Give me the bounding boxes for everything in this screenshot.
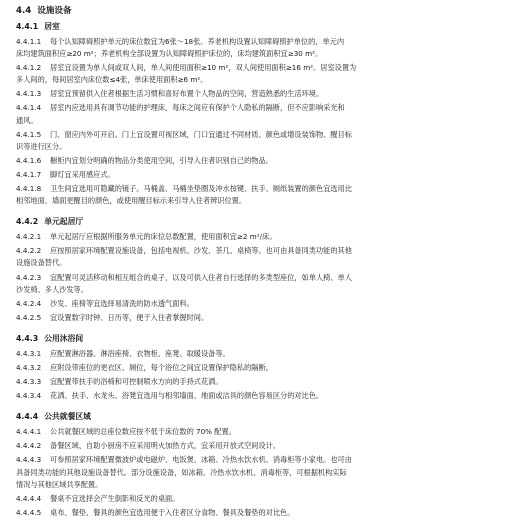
clause-line (16, 195, 493, 207)
clause-number: 4.4.1.3 (16, 89, 42, 99)
clause-text: 识等进行区分。 (16, 141, 67, 151)
clause-paragraph (16, 312, 493, 324)
clause-line (16, 48, 493, 60)
clause-paragraph (16, 245, 493, 269)
clause-number: 4.4.4.3 (16, 455, 42, 465)
subsection-number: 4.4.4 (16, 412, 39, 422)
clause-paragraph (16, 454, 493, 490)
subsection-living-room (16, 216, 493, 324)
clause-line (16, 454, 493, 466)
clause-paragraph (16, 390, 493, 402)
clause-line (16, 440, 493, 452)
clause-line (16, 183, 493, 195)
clause-number: 4.4.1.1 (16, 37, 42, 46)
clause-line (16, 479, 493, 491)
clause-text: 沙发、座椅等宜选择易清洗的防水透气面料。 (50, 298, 194, 308)
clause-text: 设施设备替代。 (16, 258, 67, 268)
subsection-bathing-room (16, 333, 493, 402)
clause-text: 情况与其他区域共享配置。 (16, 479, 103, 489)
clause-number: 4.4.1.8 (16, 184, 42, 194)
clause-number: 4.4.2.1 (16, 232, 42, 242)
clause-paragraph (16, 493, 493, 505)
clause-text: 门、窗应内外可开启。门上宜设置可视区域，门口宜通过不同材质、颜色或增设装饰物、醒目标 (50, 129, 352, 139)
subsection-heading (16, 216, 493, 228)
clause-paragraph (16, 362, 493, 374)
clause-paragraph (16, 272, 493, 296)
subsection-bedroom (16, 21, 493, 207)
clause-text: 宜配置带扶手的浴椅和可控制喷水方向的手持式花洒。 (50, 377, 223, 387)
clause-line (16, 62, 493, 74)
clause-line (16, 312, 493, 324)
clause-number: 4.4.3.4 (16, 391, 42, 401)
clause-number: 4.4.1.7 (16, 169, 42, 179)
clause-paragraph (16, 507, 493, 519)
clause-paragraph (16, 36, 493, 60)
clause-text: 沙发椅、多人沙发等。 (16, 284, 88, 294)
clause-number: 4.4.2.5 (16, 312, 42, 322)
subsection-title: 公共就餐区域 (44, 412, 91, 422)
clause-paragraph (16, 348, 493, 360)
clause-line (16, 467, 493, 479)
clause-paragraph (16, 169, 493, 181)
clause-line (16, 36, 493, 48)
clause-line (16, 257, 493, 269)
clause-number: 4.4.2.4 (16, 298, 42, 308)
subsection-number: 4.4.1 (16, 22, 39, 31)
clause-number: 4.4.1.4 (16, 103, 42, 113)
clause-list (16, 36, 493, 207)
clause-list (16, 348, 493, 402)
clause-text: 应按照居家环境配置设施设备，包括电视机、沙发、茶几、桌椅等。也可由具备同类功能的其他 (50, 246, 352, 256)
subsection-dining-area (16, 411, 493, 519)
clause-line (16, 493, 493, 505)
clause-number: 4.4.2.3 (16, 272, 42, 282)
clause-line (16, 231, 493, 243)
clause-line (16, 245, 493, 257)
clause-text: 可参照居家环境配置微波炉或电磁炉、电饭煲、冰箱、冷热水饮水机、消毒柜等小家电。也可由 (50, 455, 352, 465)
section-number: 4.4 (16, 6, 32, 16)
clause-text: 相邻地面、墙面更醒目的颜色，或使用醒目标示来引导入住者辨识位置。 (16, 196, 247, 206)
clause-text: 应配置淋浴器、淋浴座椅、衣物柜、座凳、取暖设备等。 (50, 348, 230, 358)
clause-line (16, 390, 493, 402)
subsection-heading (16, 21, 493, 33)
clause-number: 4.4.3.1 (16, 348, 42, 358)
clause-line (16, 426, 493, 438)
clause-line (16, 298, 493, 310)
clause-text: 单元起居厅应根据所服务单元的床位总数配置，使用面积宜≥2 m²/床。 (50, 232, 277, 242)
clause-line (16, 169, 493, 181)
clause-text: 花洒、扶手、水龙头、浴凳宜选用与相邻墙面、地面或洁具的颜色容易区分的对比色。 (50, 391, 324, 401)
clause-number: 4.4.1.5 (16, 129, 42, 139)
section-heading (16, 4, 493, 18)
clause-paragraph (16, 183, 493, 207)
clause-text: 橱柜内宜划分明确的物品分类使用空间，引导入住者识别自己的物品。 (50, 155, 273, 165)
clause-text: 多人间的，每间居室内床位数≤4张，单床使用面积≥6 m²。 (16, 75, 208, 85)
clause-list (16, 426, 493, 519)
clause-number: 4.4.1.2 (16, 63, 42, 73)
clause-line (16, 141, 493, 153)
clause-text: 居室宜预留供入住者根据生活习惯和喜好布置个人物品的空间，营造熟悉的生活环境。 (50, 89, 324, 99)
clause-number: 4.4.4.2 (16, 441, 42, 451)
section-title: 设施设备 (37, 6, 72, 16)
clause-number: 4.4.4.1 (16, 427, 42, 437)
clause-text: 居室内应选用具有调节功能的护理床，每床之间应有保护个人隐私的隔断，但不应影响采光和 (50, 103, 345, 113)
clause-line (16, 115, 493, 127)
clause-paragraph (16, 88, 493, 100)
clause-text: 宜配置可灵活移动和相互组合的桌子，以及可供入住者自行选择的多类型座位，如单人椅、单人 (50, 272, 352, 282)
clause-text: 宜设置数字时钟、日历等，便于入住者掌握时间。 (50, 312, 209, 322)
clause-list (16, 231, 493, 324)
clause-paragraph (16, 155, 493, 167)
clause-line (16, 74, 493, 86)
clause-number: 4.4.2.2 (16, 246, 42, 256)
clause-paragraph (16, 376, 493, 388)
clause-paragraph (16, 440, 493, 452)
clause-number: 4.4.3.3 (16, 377, 42, 387)
subsection-title: 公用沐浴间 (44, 333, 84, 343)
clause-paragraph (16, 426, 493, 438)
clause-text: 每个认知障碍照护单元的床位数宜为6张～18张。养老机构设置认知障碍照护单位的，单元内 (50, 37, 345, 46)
clause-number: 4.4.4.4 (16, 493, 42, 503)
clause-line (16, 348, 493, 360)
subsection-heading (16, 333, 493, 345)
subsection-title: 居室 (44, 22, 60, 31)
subsection-number: 4.4.3 (16, 333, 39, 343)
clause-line (16, 102, 493, 114)
clause-text: 备餐区域、自助小厨房不应采用明火加热方式，宜采用开放式空间设计。 (50, 441, 281, 451)
clause-line (16, 507, 493, 519)
clause-line (16, 88, 493, 100)
clause-text: 公共就餐区域的总座位数应按不低于床位数的 70% 配置。 (50, 427, 236, 437)
clause-paragraph (16, 62, 493, 86)
clause-line (16, 362, 493, 374)
clause-line (16, 129, 493, 141)
clause-number: 4.4.4.5 (16, 507, 42, 517)
clause-paragraph (16, 102, 493, 126)
clause-text: 通风。 (16, 115, 38, 125)
clause-text: 脚灯宜采用感应式。 (50, 169, 115, 179)
clause-number: 4.4.1.6 (16, 155, 42, 165)
clause-text: 具备同类功能的其他设施设备替代。部分设施设备，如冰箱、冷热水饮水机、消毒柜等，可根据机构实际 (16, 467, 347, 477)
clause-text: 卫生间宜选用可隐藏的镜子。马桶盖、马桶坐垫圈及冲水按键、扶手、厕纸装置的颜色宜选用比 (50, 184, 352, 194)
clause-line (16, 376, 493, 388)
clause-paragraph (16, 298, 493, 310)
clause-text: 桌布、餐垫、餐具的颜色宜选用便于入住者区分食物、餐具及餐垫的对比色。 (50, 507, 295, 517)
subsection-number: 4.4.2 (16, 217, 39, 227)
clause-line (16, 272, 493, 284)
clause-text: 居室宜设置为单人间或双人间，单人间使用面积≥10 m²，双人间使用面积≥16 m²。居室设置为 (50, 63, 357, 73)
clause-text: 床均建筑面积应≥20 m²；养老机构全部设置为认知障碍照护床位的，床均建筑面积宜≥30 m²。 (16, 49, 323, 59)
clause-number: 4.4.3.2 (16, 362, 42, 372)
clause-line (16, 155, 493, 167)
clause-paragraph (16, 129, 493, 153)
subsection-title: 单元起居厅 (44, 217, 84, 227)
clause-text: 餐桌不宜选择会产生倒影和反光的桌面。 (50, 493, 180, 503)
clause-paragraph (16, 231, 493, 243)
clause-text: 应附设带座位的更衣区、厕位，每个浴位之间宜设置保护隐私的隔断。 (50, 362, 273, 372)
clause-line (16, 284, 493, 296)
subsection-heading (16, 411, 493, 423)
